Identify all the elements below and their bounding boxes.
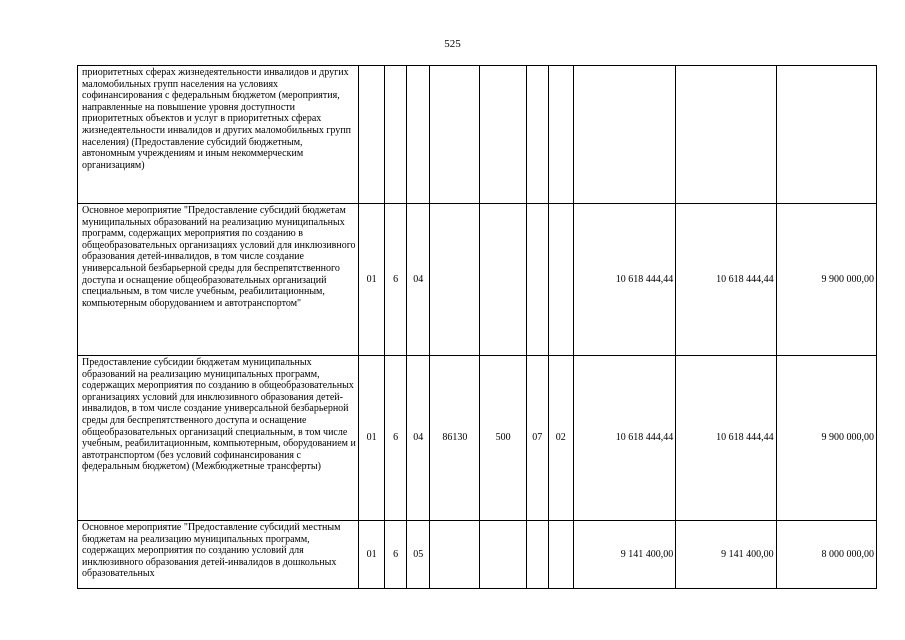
subsection-cell: 02	[548, 356, 573, 521]
expense-type-cell	[480, 521, 526, 589]
event-code-cell: 04	[407, 204, 430, 356]
expense-type-cell: 500	[480, 356, 526, 521]
amount-year3-cell: 8 000 000,00	[776, 521, 876, 589]
amount-year3-cell: 9 900 000,00	[776, 204, 876, 356]
row-name-cell: Основное мероприятие "Предоставление субсидий бюджетам муниципальных образований на реализацию муниципальных программ, содержащих мероприятия по созданию в общеобразовательных организациях условий для инклюзивного образования детей-инвалидов, в том числе создание универсальной безбарьерной среды для беспрепятственного доступа и оснащение общеобразовательных организаций специальным, в том числе учебным, реабилитационным, компьютерным оборудованием и автотранспортом"	[78, 204, 359, 356]
subsection-cell	[548, 521, 573, 589]
program-code-cell	[359, 66, 385, 204]
table-row	[78, 66, 877, 204]
amount-year1-cell	[573, 66, 675, 204]
event-code-cell: 04	[407, 356, 430, 521]
program-code-cell: 01	[359, 356, 385, 521]
table-row	[78, 356, 877, 521]
budget-table	[77, 65, 877, 589]
row-name-cell: Основное мероприятие "Предоставление субсидий местным бюджетам на реализацию муниципальных программ, содержащих мероприятия по созданию условий для инклюзивного образования детей-инвалидов в дошкольных образовательных	[78, 521, 359, 589]
section-cell	[526, 66, 548, 204]
subprogram-code-cell: 6	[385, 204, 407, 356]
amount-year3-cell	[776, 66, 876, 204]
table-row	[78, 204, 877, 356]
amount-year1-cell: 10 618 444,44	[573, 356, 675, 521]
amount-year2-cell: 10 618 444,44	[676, 356, 776, 521]
amount-year1-cell: 10 618 444,44	[573, 204, 675, 356]
amount-year2-cell	[676, 66, 776, 204]
row-name-cell: Предоставление субсидии бюджетам муниципальных образований на реализацию муниципальных программ, содержащих мероприятия по созданию в общеобразовательных организациях условий для инклюзивного образования детей-инвалидов, в том числе создание универсальной безбарьерной среды для беспрепятственного доступа и оснащение общеобразовательных организаций специальным, в том числе учебным, реабилитационным, компьютерным, оборудованием и автотранспортом (без условий софинансирования с федеральным бюджетом) (Межбюджетные трансферты)	[78, 356, 359, 521]
event-code-cell	[407, 66, 430, 204]
section-cell	[526, 204, 548, 356]
subprogram-code-cell: 6	[385, 356, 407, 521]
program-code-cell: 01	[359, 521, 385, 589]
event-code-cell: 05	[407, 521, 430, 589]
expense-type-cell	[480, 204, 526, 356]
amount-year1-cell: 9 141 400,00	[573, 521, 675, 589]
expense-type-cell	[480, 66, 526, 204]
direction-code-cell	[430, 66, 480, 204]
subsection-cell	[548, 204, 573, 356]
page-number: 525	[444, 38, 461, 50]
amount-year2-cell: 9 141 400,00	[676, 521, 776, 589]
direction-code-cell	[430, 204, 480, 356]
table-row	[78, 521, 877, 589]
section-cell: 07	[526, 356, 548, 521]
program-code-cell: 01	[359, 204, 385, 356]
direction-code-cell	[430, 521, 480, 589]
subsection-cell	[548, 66, 573, 204]
subprogram-code-cell	[385, 66, 407, 204]
row-name-cell: приоритетных сферах жизнедеятельности инвалидов и других маломобильных групп населения на условиях софинансирования с федеральным бюджетом (мероприятия, направленные на повышение уровня доступности приоритетных объектов и услуг в приоритетных сферах жизнедеятельности инвалидов и других маломобильных групп населения) (Предоставление субсидий бюджетным, автономным учреждениям и иным некоммерческим организациям)	[78, 66, 359, 204]
amount-year3-cell: 9 900 000,00	[776, 356, 876, 521]
subprogram-code-cell: 6	[385, 521, 407, 589]
amount-year2-cell: 10 618 444,44	[676, 204, 776, 356]
section-cell	[526, 521, 548, 589]
direction-code-cell: 86130	[430, 356, 480, 521]
